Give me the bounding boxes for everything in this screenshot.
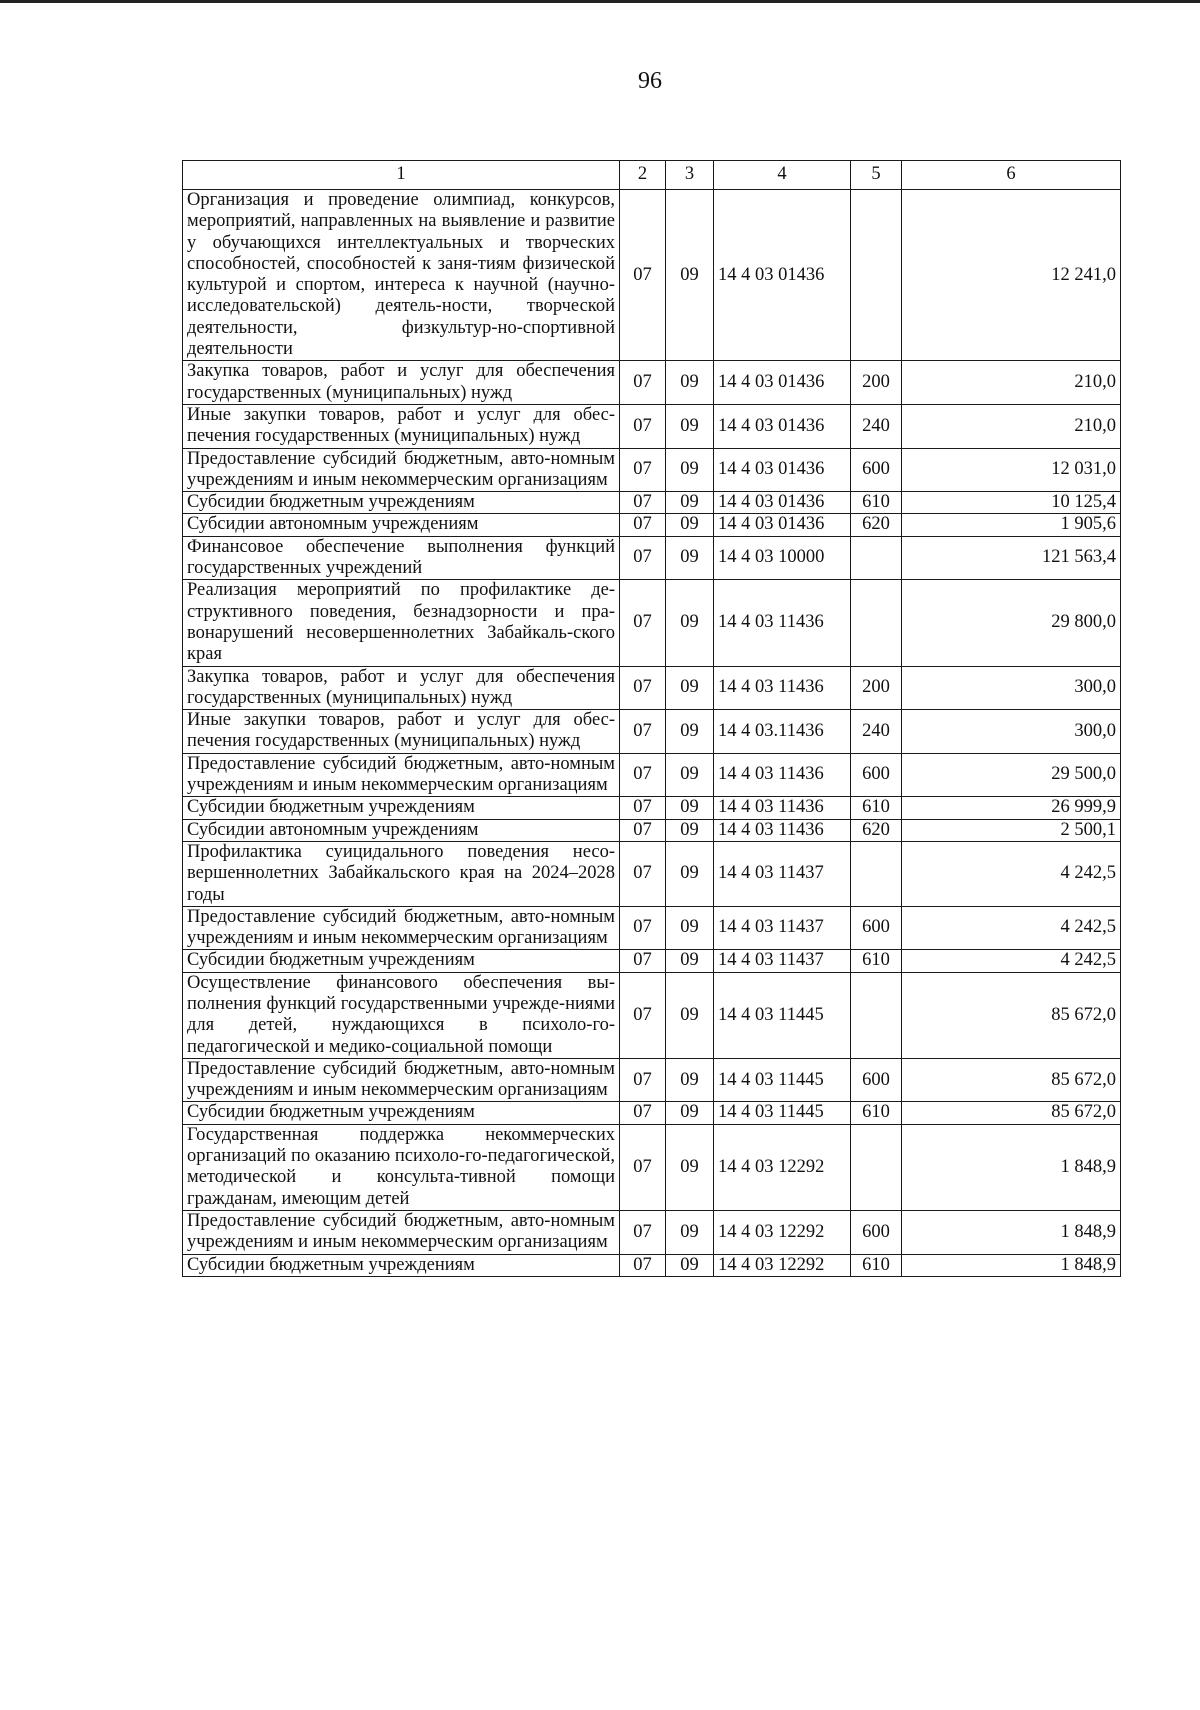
row-amount: 121 563,4 xyxy=(902,536,1121,580)
row-amount: 4 242,5 xyxy=(902,950,1121,972)
row-expense-type: 240 xyxy=(851,404,902,448)
row-target-article: 14 4 03 11436 xyxy=(714,797,851,819)
row-subsection-code: 09 xyxy=(666,753,714,797)
table-row xyxy=(183,950,1121,972)
header-cell-4: 4 xyxy=(714,161,851,190)
row-target-article: 14 4 03 01436 xyxy=(714,361,851,405)
row-subsection-code: 09 xyxy=(666,536,714,580)
row-subsection-code: 09 xyxy=(666,950,714,972)
row-description: Иные закупки товаров, работ и услуг для обес-печения государственных (муниципальных) нужд xyxy=(183,710,620,754)
table-row xyxy=(183,1102,1121,1124)
table-row xyxy=(183,448,1121,492)
row-subsection-code: 09 xyxy=(666,1058,714,1102)
row-expense-type: 620 xyxy=(851,514,902,536)
top-rule xyxy=(0,0,1200,3)
row-amount: 1 848,9 xyxy=(902,1254,1121,1276)
row-amount: 12 241,0 xyxy=(902,190,1121,361)
row-section-code: 07 xyxy=(620,361,666,405)
row-section-code: 07 xyxy=(620,1210,666,1254)
row-section-code: 07 xyxy=(620,580,666,666)
row-target-article: 14 4 03 01436 xyxy=(714,492,851,514)
row-description: Субсидии бюджетным учреждениям xyxy=(183,492,620,514)
row-expense-type: 600 xyxy=(851,753,902,797)
row-description: Предоставление субсидий бюджетным, авто-номным учреждениям и иным некоммерческим организациям xyxy=(183,1058,620,1102)
row-expense-type: 600 xyxy=(851,1058,902,1102)
row-expense-type: 610 xyxy=(851,1254,902,1276)
row-section-code: 07 xyxy=(620,797,666,819)
table-row xyxy=(183,1210,1121,1254)
row-description: Субсидии бюджетным учреждениям xyxy=(183,950,620,972)
row-subsection-code: 09 xyxy=(666,1210,714,1254)
row-description: Субсидии бюджетным учреждениям xyxy=(183,1102,620,1124)
table-row xyxy=(183,361,1121,405)
row-expense-type xyxy=(851,841,902,906)
table-row xyxy=(183,580,1121,666)
row-expense-type: 200 xyxy=(851,666,902,710)
row-section-code: 07 xyxy=(620,753,666,797)
row-section-code: 07 xyxy=(620,190,666,361)
row-amount: 29 800,0 xyxy=(902,580,1121,666)
row-target-article: 14 4 03 12292 xyxy=(714,1254,851,1276)
row-expense-type: 610 xyxy=(851,1102,902,1124)
row-target-article: 14 4 03 11436 xyxy=(714,666,851,710)
row-amount: 300,0 xyxy=(902,710,1121,754)
row-amount: 300,0 xyxy=(902,666,1121,710)
row-expense-type: 600 xyxy=(851,906,902,950)
row-target-article: 14 4 03.11436 xyxy=(714,710,851,754)
page-number: 96 xyxy=(638,68,662,94)
row-section-code: 07 xyxy=(620,1124,666,1210)
row-amount: 10 125,4 xyxy=(902,492,1121,514)
row-target-article: 14 4 03 11445 xyxy=(714,972,851,1058)
row-target-article: 14 4 03 11437 xyxy=(714,906,851,950)
row-amount: 12 031,0 xyxy=(902,448,1121,492)
row-subsection-code: 09 xyxy=(666,1102,714,1124)
row-description: Субсидии автономным учреждениям xyxy=(183,514,620,536)
row-expense-type: 600 xyxy=(851,448,902,492)
row-section-code: 07 xyxy=(620,972,666,1058)
row-subsection-code: 09 xyxy=(666,492,714,514)
row-target-article: 14 4 03 12292 xyxy=(714,1124,851,1210)
row-target-article: 14 4 03 01436 xyxy=(714,190,851,361)
row-description: Субсидии бюджетным учреждениям xyxy=(183,1254,620,1276)
row-subsection-code: 09 xyxy=(666,819,714,841)
table-row xyxy=(183,514,1121,536)
table-row xyxy=(183,1254,1121,1276)
row-description: Организация и проведение олимпиад, конкурсов, мероприятий, направленных на выявление и развитие у обучающихся интеллектуальных и творческих способностей, способностей к заня-тиям физической культурой и спортом, интереса к научной (научно-исследовательской) деятель-ности, творческой деятельности, физкультур-но-спортивной деятельности xyxy=(183,190,620,361)
table-row xyxy=(183,819,1121,841)
table-row xyxy=(183,841,1121,906)
row-expense-type xyxy=(851,972,902,1058)
row-expense-type xyxy=(851,1124,902,1210)
row-amount: 85 672,0 xyxy=(902,1058,1121,1102)
row-section-code: 07 xyxy=(620,819,666,841)
row-expense-type: 620 xyxy=(851,819,902,841)
row-amount: 26 999,9 xyxy=(902,797,1121,819)
row-section-code: 07 xyxy=(620,666,666,710)
row-amount: 1 848,9 xyxy=(902,1124,1121,1210)
table-row xyxy=(183,797,1121,819)
row-amount: 4 242,5 xyxy=(902,841,1121,906)
row-description: Финансовое обеспечение выполнения функций государственных учреждений xyxy=(183,536,620,580)
row-target-article: 14 4 03 01436 xyxy=(714,448,851,492)
row-description: Субсидии автономным учреждениям xyxy=(183,819,620,841)
row-section-code: 07 xyxy=(620,1102,666,1124)
row-description: Субсидии бюджетным учреждениям xyxy=(183,797,620,819)
header-cell-5: 5 xyxy=(851,161,902,190)
row-amount: 29 500,0 xyxy=(902,753,1121,797)
row-section-code: 07 xyxy=(620,841,666,906)
row-subsection-code: 09 xyxy=(666,1254,714,1276)
row-amount: 210,0 xyxy=(902,361,1121,405)
row-expense-type xyxy=(851,580,902,666)
row-amount: 4 242,5 xyxy=(902,906,1121,950)
row-expense-type: 610 xyxy=(851,950,902,972)
row-expense-type: 200 xyxy=(851,361,902,405)
table-row xyxy=(183,536,1121,580)
row-subsection-code: 09 xyxy=(666,972,714,1058)
row-subsection-code: 09 xyxy=(666,1124,714,1210)
row-expense-type xyxy=(851,190,902,361)
row-expense-type: 240 xyxy=(851,710,902,754)
row-description: Предоставление субсидий бюджетным, авто-номным учреждениям и иным некоммерческим организациям xyxy=(183,753,620,797)
budget-table xyxy=(182,160,1121,1277)
row-expense-type: 610 xyxy=(851,492,902,514)
row-target-article: 14 4 03 11436 xyxy=(714,819,851,841)
table-row xyxy=(183,492,1121,514)
row-subsection-code: 09 xyxy=(666,580,714,666)
row-subsection-code: 09 xyxy=(666,404,714,448)
row-target-article: 14 4 03 11436 xyxy=(714,753,851,797)
row-subsection-code: 09 xyxy=(666,361,714,405)
table-row xyxy=(183,710,1121,754)
row-target-article: 14 4 03 10000 xyxy=(714,536,851,580)
row-section-code: 07 xyxy=(620,1254,666,1276)
row-description: Государственная поддержка некоммерческих организаций по оказанию психоло-го-педагогической, методической и консульта-тивной помощи гражданам, имеющим детей xyxy=(183,1124,620,1210)
row-subsection-code: 09 xyxy=(666,797,714,819)
row-target-article: 14 4 03 12292 xyxy=(714,1210,851,1254)
row-amount: 2 500,1 xyxy=(902,819,1121,841)
header-cell-6: 6 xyxy=(902,161,1121,190)
row-subsection-code: 09 xyxy=(666,666,714,710)
header-cell-2: 2 xyxy=(620,161,666,190)
table-row xyxy=(183,190,1121,361)
row-amount: 1 848,9 xyxy=(902,1210,1121,1254)
row-expense-type: 600 xyxy=(851,1210,902,1254)
row-expense-type: 610 xyxy=(851,797,902,819)
row-section-code: 07 xyxy=(620,514,666,536)
row-description: Реализация мероприятий по профилактике де-структивного поведения, безнадзорности и пра-вонарушений несовершеннолетних Забайкаль-ского края xyxy=(183,580,620,666)
table-row xyxy=(183,1124,1121,1210)
row-section-code: 07 xyxy=(620,536,666,580)
header-cell-1: 1 xyxy=(183,161,620,190)
table-row xyxy=(183,404,1121,448)
row-amount: 85 672,0 xyxy=(902,972,1121,1058)
row-target-article: 14 4 03 01436 xyxy=(714,514,851,536)
row-target-article: 14 4 03 11437 xyxy=(714,950,851,972)
row-section-code: 07 xyxy=(620,950,666,972)
row-target-article: 14 4 03 01436 xyxy=(714,404,851,448)
row-subsection-code: 09 xyxy=(666,906,714,950)
row-description: Предоставление субсидий бюджетным, авто-номным учреждениям и иным некоммерческим организациям xyxy=(183,1210,620,1254)
row-subsection-code: 09 xyxy=(666,448,714,492)
row-amount: 85 672,0 xyxy=(902,1102,1121,1124)
row-description: Закупка товаров, работ и услуг для обеспечения государственных (муниципальных) нужд xyxy=(183,666,620,710)
row-amount: 1 905,6 xyxy=(902,514,1121,536)
row-expense-type xyxy=(851,536,902,580)
table-row xyxy=(183,666,1121,710)
row-subsection-code: 09 xyxy=(666,190,714,361)
row-description: Осуществление финансового обеспечения вы-полнения функций государственными учрежде-ниями для детей, нуждающихся в психоло-го-педагогической и медико-социальной помощи xyxy=(183,972,620,1058)
table-row xyxy=(183,906,1121,950)
row-amount: 210,0 xyxy=(902,404,1121,448)
row-subsection-code: 09 xyxy=(666,841,714,906)
row-section-code: 07 xyxy=(620,404,666,448)
header-cell-3: 3 xyxy=(666,161,714,190)
row-description: Профилактика суицидального поведения несо-вершеннолетних Забайкальского края на 2024–2028 годы xyxy=(183,841,620,906)
row-target-article: 14 4 03 11436 xyxy=(714,580,851,666)
table-row xyxy=(183,1058,1121,1102)
row-description: Предоставление субсидий бюджетным, авто-номным учреждениям и иным некоммерческим организациям xyxy=(183,906,620,950)
row-section-code: 07 xyxy=(620,906,666,950)
row-target-article: 14 4 03 11437 xyxy=(714,841,851,906)
row-section-code: 07 xyxy=(620,710,666,754)
row-description: Иные закупки товаров, работ и услуг для обес-печения государственных (муниципальных) нужд xyxy=(183,404,620,448)
row-target-article: 14 4 03 11445 xyxy=(714,1102,851,1124)
table-row xyxy=(183,753,1121,797)
row-subsection-code: 09 xyxy=(666,514,714,536)
row-subsection-code: 09 xyxy=(666,710,714,754)
row-target-article: 14 4 03 11445 xyxy=(714,1058,851,1102)
table-header-row xyxy=(183,161,1121,190)
row-section-code: 07 xyxy=(620,1058,666,1102)
row-description: Закупка товаров, работ и услуг для обеспечения государственных (муниципальных) нужд xyxy=(183,361,620,405)
row-section-code: 07 xyxy=(620,492,666,514)
row-section-code: 07 xyxy=(620,448,666,492)
row-description: Предоставление субсидий бюджетным, авто-номным учреждениям и иным некоммерческим организациям xyxy=(183,448,620,492)
table-row xyxy=(183,972,1121,1058)
